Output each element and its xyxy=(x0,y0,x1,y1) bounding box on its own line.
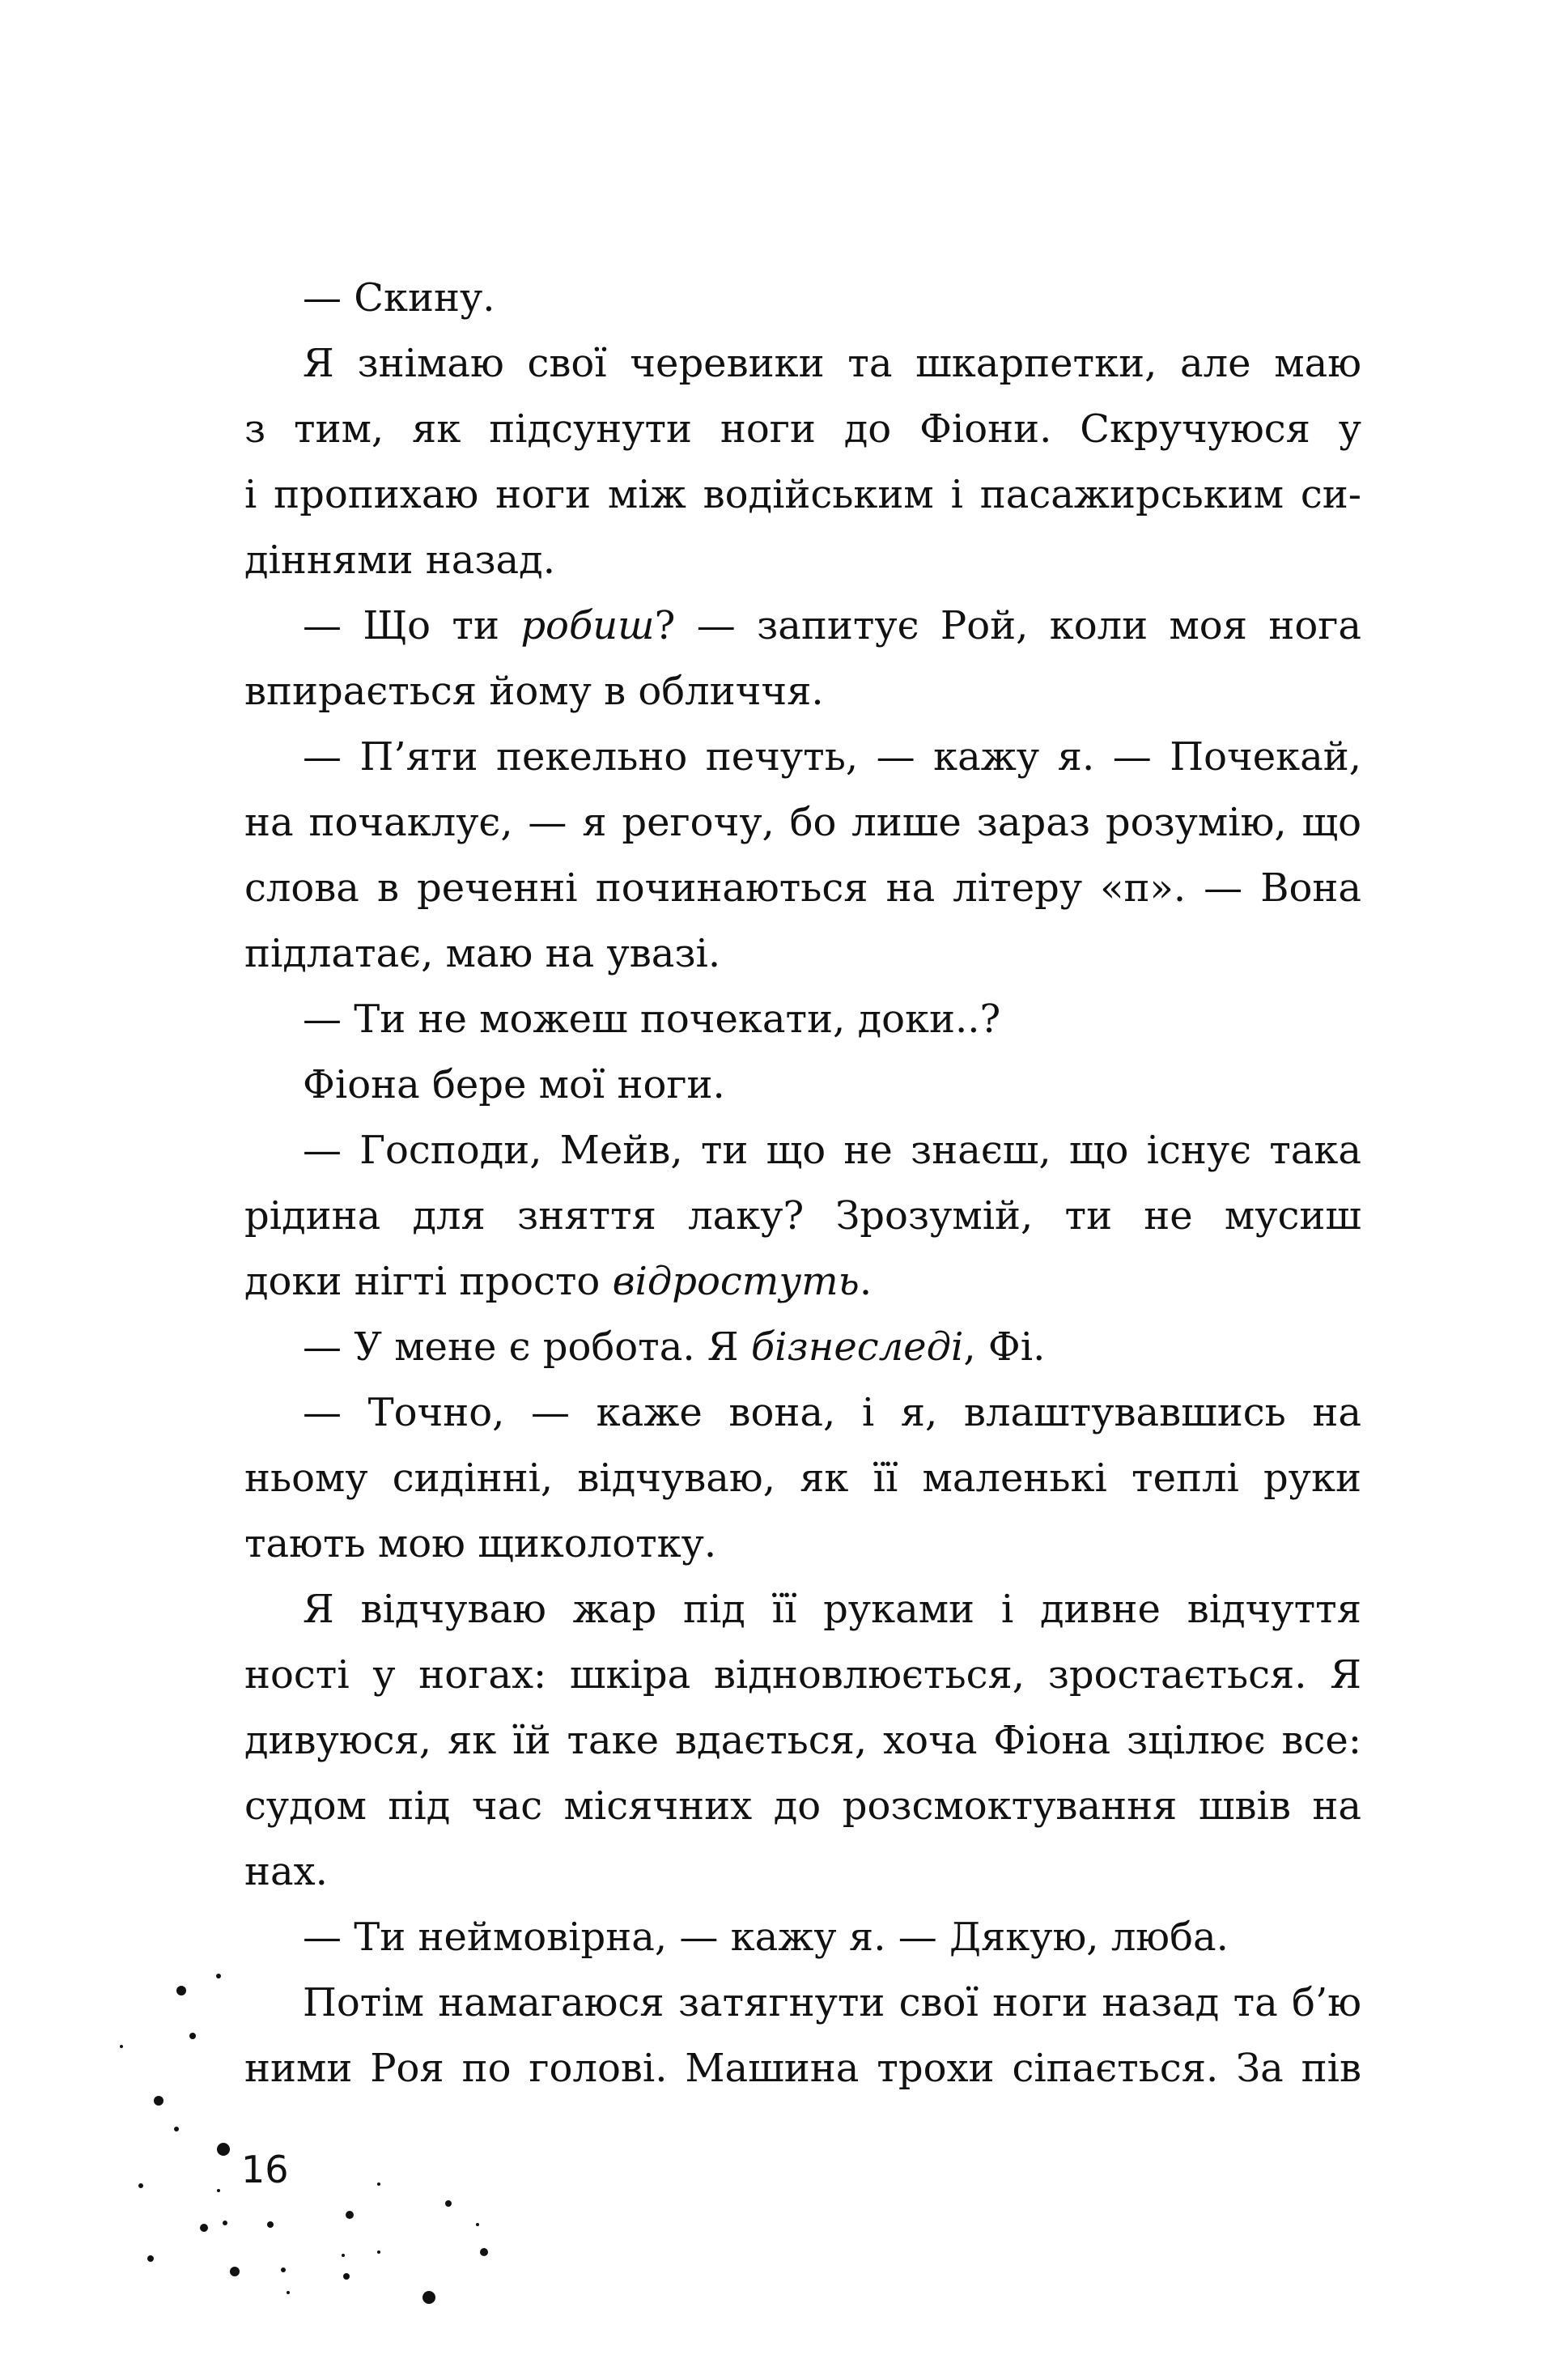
dot xyxy=(476,2223,479,2226)
page-number: 16 xyxy=(241,2148,289,2191)
text-line: Я знімаю свої черевики та шкарпетки, але маю xyxy=(303,341,1361,386)
text-line: ності у ногах: шкіра відновлюється, зростається. Я xyxy=(244,1652,1361,1698)
dot xyxy=(154,2096,163,2106)
dot xyxy=(223,2221,227,2225)
dot xyxy=(147,2255,154,2262)
text-line: впирається йому в обличчя. xyxy=(244,669,824,714)
text-run: ? — запитує Рой, коли моя нога xyxy=(654,603,1361,648)
text-line xyxy=(244,1315,1361,1380)
dot xyxy=(342,2254,345,2257)
dot xyxy=(346,2211,354,2219)
text-line: діннями назад. xyxy=(244,538,555,583)
dot xyxy=(377,2250,380,2254)
text-line xyxy=(244,1249,1361,1315)
text-line: слова в реченні починаються на літеру «п». — Вона xyxy=(244,865,1361,911)
dot xyxy=(174,2127,179,2131)
body-text xyxy=(244,266,1361,2102)
text-run: , Фі. xyxy=(963,1324,1046,1370)
dot xyxy=(287,2291,290,2294)
text-run: . xyxy=(859,1259,873,1304)
dot xyxy=(422,2291,435,2304)
text-line: ними Роя по голові. Машина трохи сіпається. За пів xyxy=(244,2046,1361,2091)
text-line: на почаклує, — я регочу, бо лише зараз розумію, що xyxy=(244,800,1361,845)
text-run: — Що ти xyxy=(303,603,521,648)
dot xyxy=(281,2267,286,2272)
dot xyxy=(120,2045,123,2048)
dot xyxy=(176,1986,186,1995)
text-line: судом під час місячних до розсмоктування швів на xyxy=(244,1783,1361,1829)
dot xyxy=(217,2189,220,2192)
dot xyxy=(445,2200,452,2207)
text-line: дивуюся, як їй таке вдається, хоча Фіона зцілює все: xyxy=(244,1718,1361,1763)
text-run: доки нігті просто xyxy=(244,1259,613,1304)
text-line: рідина для зняття лаку? Зрозумій, ти не мусиш xyxy=(244,1193,1361,1239)
text-line: нах. xyxy=(244,1849,328,1894)
italic-run: робиш xyxy=(520,603,655,648)
text-line: — Точно, — каже вона, і я, влаштувавшись на xyxy=(303,1390,1361,1435)
dot xyxy=(230,2267,240,2276)
dot xyxy=(189,2033,196,2039)
italic-run: відростуть xyxy=(612,1259,860,1304)
text-line: — Ти неймовірна, — кажу я. — Дякую, люба. xyxy=(303,1915,1229,1960)
text-line: Я відчуваю жар під її руками і дивне відчуття xyxy=(303,1587,1361,1632)
text-line: тають мою щиколотку. xyxy=(244,1521,717,1566)
italic-run: бізнеследі xyxy=(750,1324,964,1370)
text-line: — Ти не можеш почекати, доки..? xyxy=(303,997,1001,1042)
dot xyxy=(377,2182,380,2186)
text-line: — П’яти пекельно печуть, — кажу я. — Почекай, xyxy=(303,734,1361,780)
dot xyxy=(200,2224,208,2232)
dot xyxy=(343,2273,350,2280)
text-line: — Скину. xyxy=(303,275,495,321)
text-line: і пропихаю ноги між водійським і пасажирським си- xyxy=(244,472,1361,517)
dot xyxy=(217,2143,230,2156)
text-line: — Господи, Мейв, ти що не знаєш, що існує така xyxy=(303,1128,1361,1173)
text-run: — У мене є робота. Я xyxy=(303,1324,751,1370)
text-line: ньому сидінні, відчуваю, як її маленькі теплі руки xyxy=(244,1456,1361,1501)
text-line: підлатає, маю на увазі. xyxy=(244,931,721,976)
dot xyxy=(138,2183,143,2188)
dot xyxy=(480,2248,488,2256)
text-line: Фіона бере мої ноги. xyxy=(303,1062,725,1107)
dot xyxy=(267,2221,274,2228)
text-line: Потім намагаюся затягнути свої ноги назад та б’ю xyxy=(303,1980,1361,2025)
dot xyxy=(216,1974,221,1978)
text-line xyxy=(244,593,1361,659)
text-line: з тим, як підсунути ноги до Фіони. Скручуюся у xyxy=(244,406,1361,452)
